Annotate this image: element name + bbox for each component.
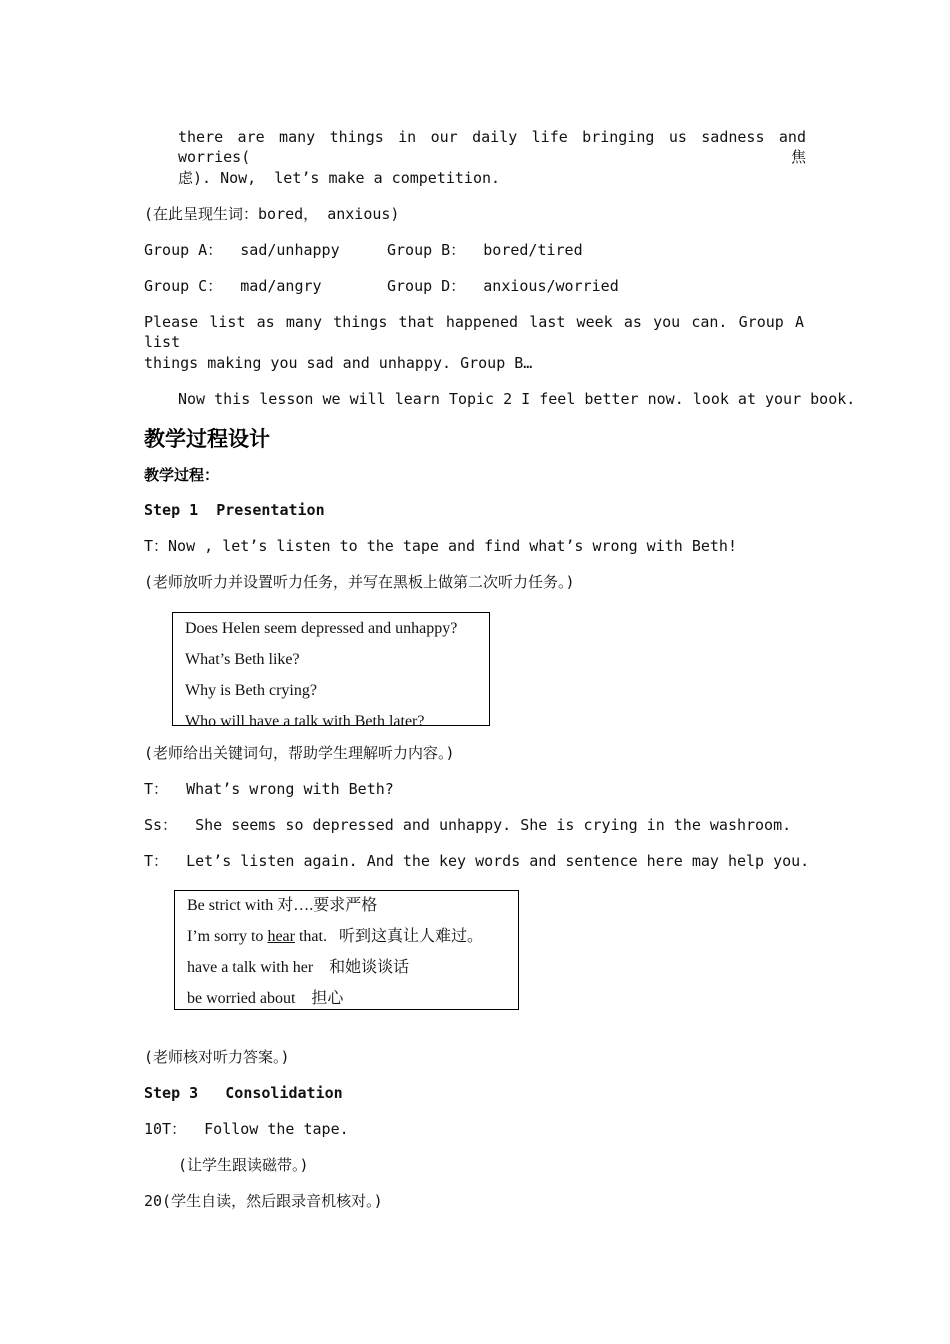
question-item: Why is Beth crying? bbox=[185, 682, 317, 699]
group-c: Group C： mad/angry bbox=[144, 277, 322, 295]
dialogue-note: (老师给出关键词句，帮助学生理解听力内容。) bbox=[144, 744, 455, 762]
new-words-note: (在此呈现生词：bored， anxious) bbox=[144, 205, 400, 223]
section-subtitle: 教学过程： bbox=[144, 466, 220, 484]
question-item: Does Helen seem depressed and unhappy? bbox=[185, 620, 458, 637]
list-instruction-line-1: Please list as many things that happened last week as you can. Group A list bbox=[144, 313, 804, 351]
step1-teacher-line: T：Now , let’s listen to the tape and find what’s wrong with Beth! bbox=[144, 537, 737, 555]
keyword-row: be worried about 担心 bbox=[187, 990, 344, 1007]
questions-box bbox=[172, 612, 490, 726]
keyword-row: Be strict with 对….要求严格 bbox=[187, 897, 378, 914]
group-a: Group A： sad/unhappy bbox=[144, 241, 340, 259]
intro-line-2: 虑). Now, let’s make a competition. bbox=[178, 169, 501, 187]
keyword-row bbox=[187, 927, 483, 947]
list-instruction-line-2: things making you sad and unhappy. Group B… bbox=[144, 354, 533, 372]
question-item: What’s Beth like? bbox=[185, 651, 300, 668]
intro-line-1: there are many things in our daily life bringing us sadness and worries(焦 bbox=[178, 128, 806, 166]
group-b: Group B： bored/tired bbox=[387, 241, 583, 259]
follow-tape-line: 10T： Follow the tape. bbox=[144, 1120, 349, 1138]
keyword-row-post: that. 听到这真让人难过。 bbox=[294, 928, 483, 945]
dialogue-students: Ss： She seems so depressed and unhappy. She is crying in the washroom. bbox=[144, 816, 792, 834]
follow-tape-note: (让学生跟读磁带。) bbox=[178, 1156, 309, 1174]
step1-label: Step 1 Presentation bbox=[144, 501, 325, 519]
step3-label: Step 3 Consolidation bbox=[144, 1084, 343, 1102]
step1-note: (老师放听力并设置听力任务，并写在黑板上做第二次听力任务。) bbox=[144, 573, 575, 591]
check-answers-note: (老师核对听力答案。) bbox=[144, 1048, 290, 1066]
question-item: Who will have a talk with Beth later? bbox=[185, 713, 425, 726]
keywords-box bbox=[174, 890, 519, 1010]
section-title: 教学过程设计 bbox=[144, 427, 270, 451]
self-read-line: 20(学生自读，然后跟录音机核对。) bbox=[144, 1192, 383, 1210]
topic-line: Now this lesson we will learn Topic 2 I feel better now. look at your book. bbox=[178, 390, 856, 408]
dialogue-teacher-2: T： Let’s listen again. And the key words and sentence here may help you. bbox=[144, 852, 810, 870]
group-d: Group D： anxious/worried bbox=[387, 277, 619, 295]
dialogue-teacher-1: T： What’s wrong with Beth? bbox=[144, 780, 394, 798]
keyword-row: have a talk with her 和她谈谈话 bbox=[187, 959, 410, 976]
keyword-row-pre: I’m sorry to bbox=[187, 928, 268, 945]
keyword-underlined: hear bbox=[267, 928, 295, 945]
